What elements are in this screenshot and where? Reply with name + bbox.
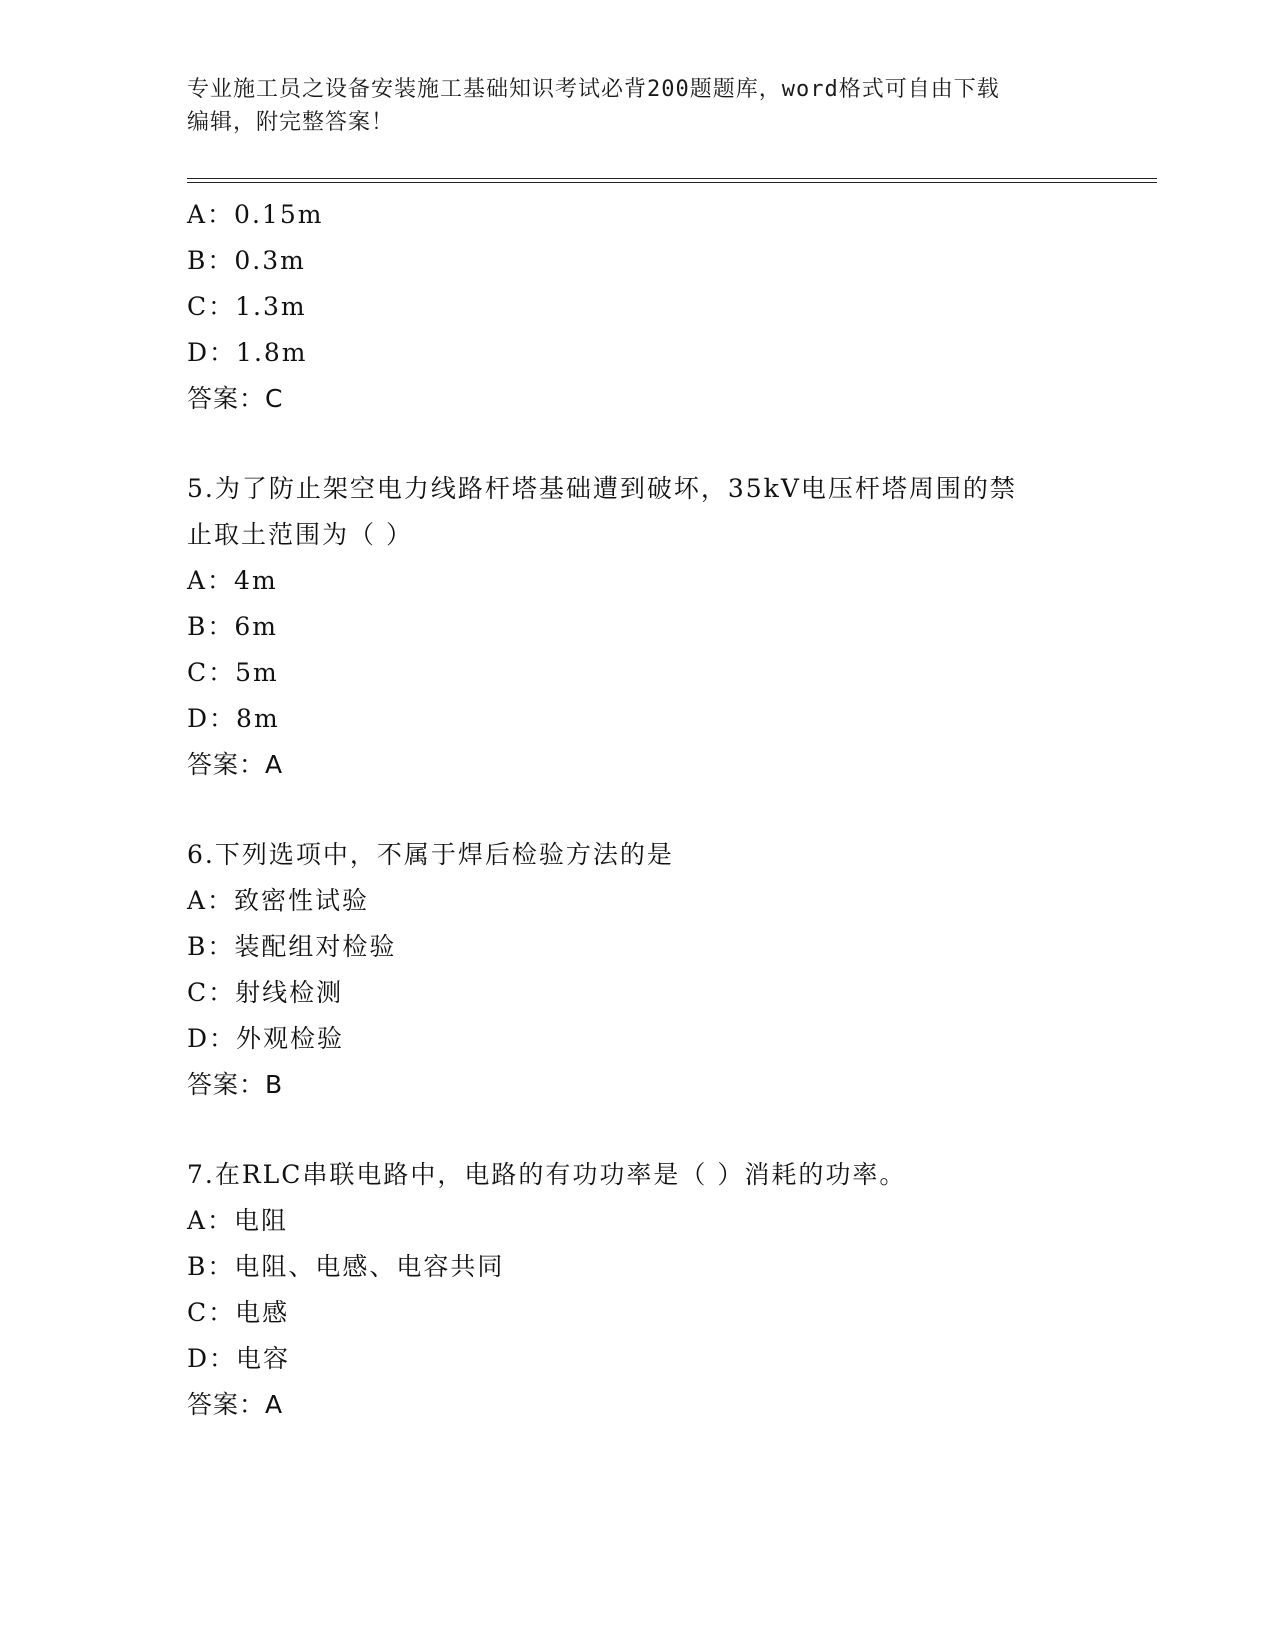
header-title-line-2: 编辑，附完整答案！: [187, 110, 395, 135]
option-b: B：0.3m: [187, 246, 306, 275]
question-text: 5.为了防止架空电力线路杆塔基础遭到破坏，35kV电压杆塔周围的禁: [187, 474, 1017, 503]
option-c: C：射线检测: [187, 978, 344, 1007]
option-d: D：8m: [187, 704, 280, 733]
spacer: [187, 788, 1087, 832]
option-d: D：1.8m: [187, 338, 308, 367]
header-divider: [187, 178, 1157, 183]
option-c: C：电感: [187, 1298, 290, 1327]
answer: 答案：B: [187, 1070, 284, 1099]
header-title-line-1: 专业施工员之设备安装施工基础知识考试必背200题题库，word格式可自由下载: [187, 77, 1000, 102]
option-a: A：4m: [187, 566, 278, 595]
question-text-continued: 止取土范围为（ ）: [187, 520, 413, 549]
document-header: [187, 73, 1067, 139]
answer: 答案：A: [187, 750, 284, 779]
question-4-options: [187, 192, 1087, 422]
question-text: 7.在RLC串联电路中，电路的有功功率是（ ）消耗的功率。: [187, 1160, 907, 1189]
answer: 答案：C: [187, 384, 284, 413]
option-d: D：电容: [187, 1344, 291, 1373]
answer: 答案：A: [187, 1390, 284, 1419]
spacer: [187, 1108, 1087, 1152]
question-text: 6.下列选项中，不属于焊后检验方法的是: [187, 840, 674, 869]
option-c: C：1.3m: [187, 292, 307, 321]
spacer: [187, 422, 1087, 466]
option-a: A：致密性试验: [187, 886, 370, 915]
question-7: [187, 1152, 1087, 1428]
question-6: [187, 832, 1087, 1108]
question-5: [187, 466, 1087, 788]
question-list: [187, 192, 1087, 1428]
option-a: A：0.15m: [187, 200, 324, 229]
option-c: C：5m: [187, 658, 279, 687]
option-d: D：外观检验: [187, 1024, 345, 1053]
option-b: B：电阻、电感、电容共同: [187, 1252, 505, 1281]
option-a: A：电阻: [187, 1206, 289, 1235]
option-b: B：装配组对检验: [187, 932, 397, 961]
option-b: B：6m: [187, 612, 278, 641]
